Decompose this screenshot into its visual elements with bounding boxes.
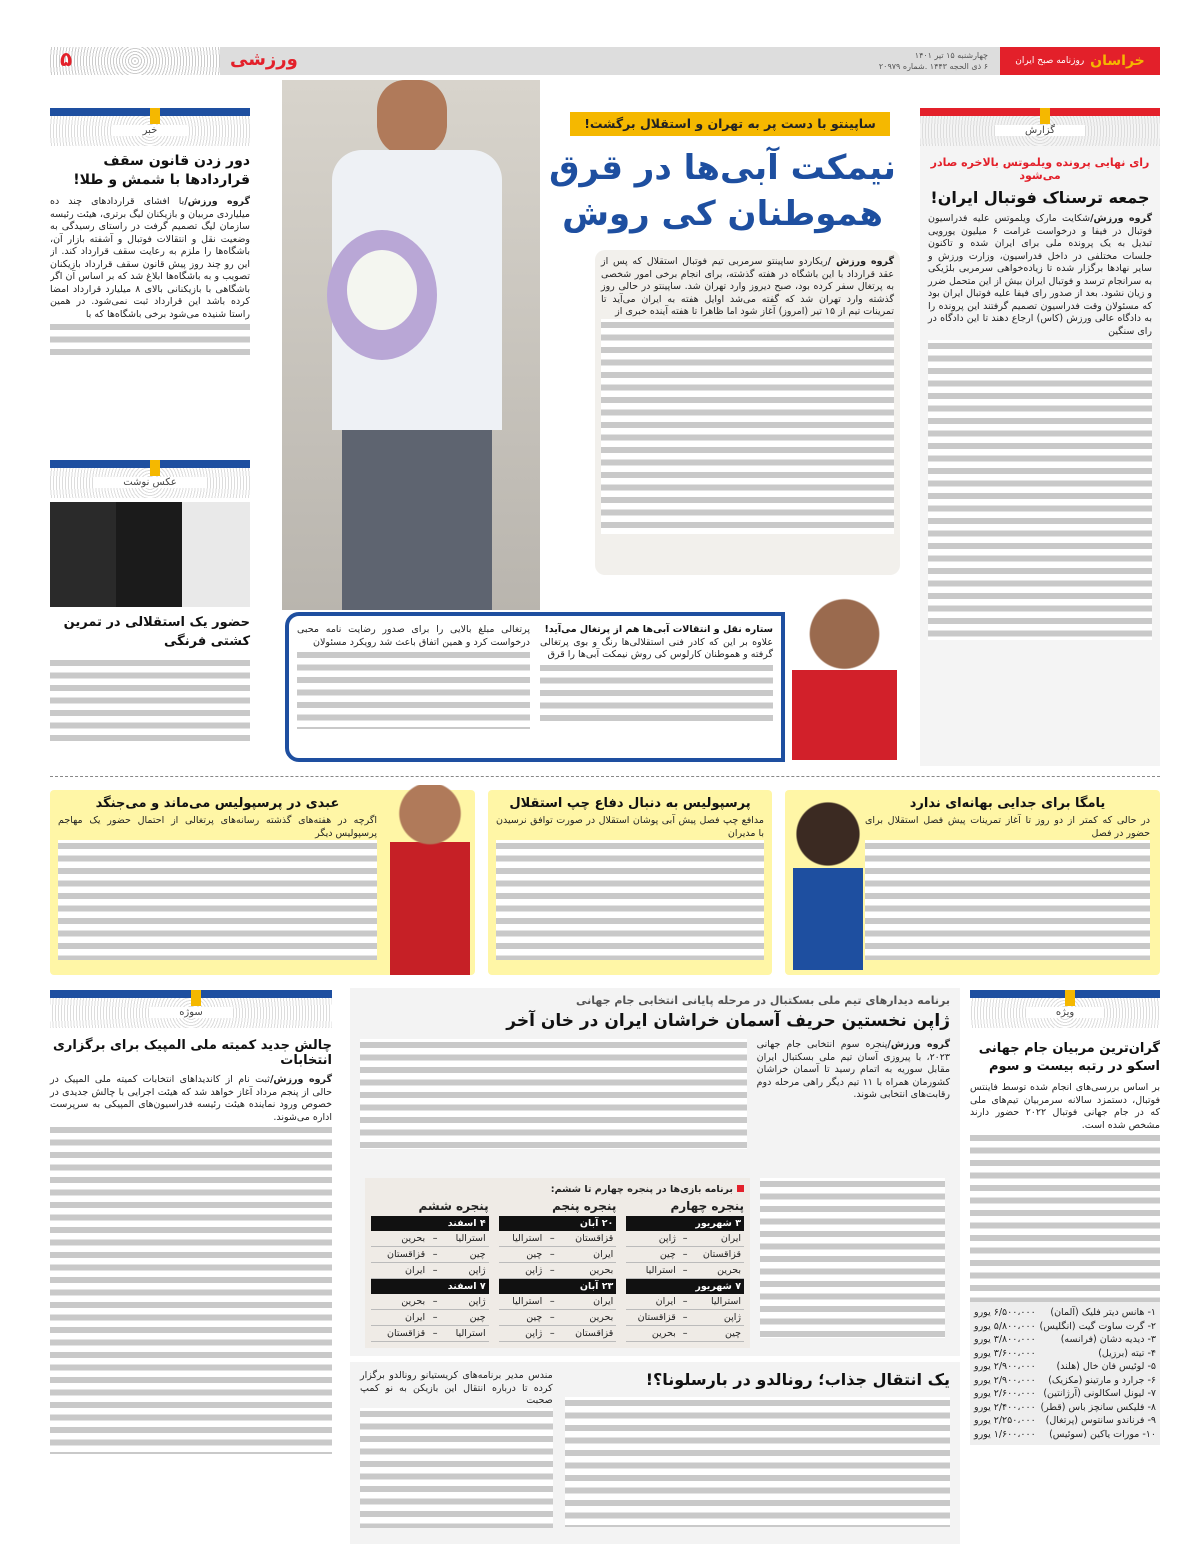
photo-note-title: حضور یک استقلالی در تمرین کشتی فرنگی <box>63 615 250 649</box>
salary-row: ۵- لوئیس فان خال (هلند) ۲/۹۰۰،۰۰۰ یورو <box>974 1361 1156 1372</box>
salary-row: ۱- هانس دیتر فلیک (آلمان) ۶/۵۰۰،۰۰۰ یورو <box>974 1307 1156 1318</box>
salary-row: ۹- فرناندو سانتوس (پرتغال) ۲/۲۵۰،۰۰۰ یورو <box>974 1415 1156 1426</box>
photo-note: عکس نوشت حضور یک استقلالی در تمرین کشتی فرنگی <box>50 460 250 765</box>
game-row: ژاپن – بحرین <box>371 1294 489 1310</box>
salary-row: ۲- گرت ساوت گیت (انگلیس) ۵/۸۰۰،۰۰۰ یورو <box>974 1320 1156 1332</box>
game-row: بحرین – استرالیا <box>626 1263 744 1279</box>
game-row: ایران – چین <box>499 1247 617 1263</box>
transfer-news-3: عبدی در پرسپولیس می‌ماند و می‌جنگد اگرچه در هفته‌های گذشته رسانه‌های پرتغالی از احتمال حضور یک مهاجم پرسپولیس دیگر <box>50 790 475 975</box>
game-row: ژاپن – ایران <box>371 1263 489 1279</box>
window-column: پنجره ششم ۴ اسفند استرالیا – بحرین چین – قزاقستان ژاپن – ایران ۷ اسفند ژاپن – بحرین چین – ایران استرالیا – قزاقستان <box>371 1199 489 1342</box>
game-row: بحرین – چین <box>499 1310 617 1326</box>
news-title: دور زدن قانون سقف قراردادها با شمش و طلا! <box>73 153 250 188</box>
issue-date: چهارشنبه ۱۵ تیر ۱۴۰۱ ۶ ذی الحجه ۱۴۴۳ .شماره ۲۰۹۷۹ <box>878 51 988 71</box>
schedule-table: برنامه بازی‌ها در پنجره چهارم تا ششم: پنجره چهارم ۳ شهریور ایران – ژاپن قزاقستان – چین بحرین – استرالیا ۷ شهریور استرالیا – ایران ژاپن – قزاقستان چین – بحرین پنجره پنجم ۲۰ آبان قزاقستان – استرالیا ایران – چین بحرین – ژاپن ۲۳ آبان ایران – استرالیا بحرین – چین قزاقستان – ژاپن پنجره ششم ۴ اسفند استرالیا – بحرین چین – قزاقستان ژاپن – ایران ۷ اسفند ژاپن – بحرین چین – ایران استرالیا – قزاقستان <box>365 1178 750 1348</box>
transfer-news-2: پرسپولیس به دنبال دفاع چپ استقلال مدافع چپ فصل پیش آبی پوشان استقلال در صورت توافق نرسیدن با مدیران <box>488 790 772 975</box>
game-row: چین – ایران <box>371 1310 489 1326</box>
report-title: جمعه ترسناک فوتبال ایران! <box>930 188 1150 207</box>
news-article: خبر دور زدن قانون سقف قراردادها با شمش و طلا! گروه ورزش/با افشای قراردادهای چند ده میلیاردی مربیان و بازیکنان لیگ برتری، هیئت رئیسه سازمان لیگ تصمیم گرفت در راستای رسیدگی به وضعیت نقل و انتقالات فوتبال و آشفته بازار آن، باشگاه‌ها را ملزم به رعایت سقف قرارداد کند. از این رو چند روز پیش قانون سقف قرارداد بازیکنان تصویب و به باشگاه‌ها ابلاغ شد که بر اساس آن اگر باشگاهی با بازیکنانی بالای ۸ میلیارد قرارداد امضا کرده باشد این قرارداد ثبت نمی‌شود. در همین راستا شنیده می‌شود برخی باشگاه‌ها که با <box>50 108 250 453</box>
olympic-article: سوژه چالش جدید کمیته ملی المپیک برای برگزاری انتخابات گروه ورزش/ثبت نام از کاندیداهای انتخابات کمیته ملی المپیک در حالی از پنجم مرداد آغاز خواهد شد که هیئت اجرایی با چالش جدیدی در خصوص ورود نماینده هیئت رئیسه فدراسیون‌های المپیکی به سرپرست اداره می‌شوند. <box>50 990 332 1545</box>
salary-row: ۴- تیته (برزیل) ۳/۶۰۰،۰۰۰ یورو <box>974 1347 1156 1359</box>
game-row: قزاقستان – ژاپن <box>499 1326 617 1342</box>
masthead <box>50 47 1160 75</box>
yamga-photo <box>793 800 863 970</box>
salary-row: ۶- جرارد و مارتینو (مکزیک) ۲/۹۰۰،۰۰۰ یورو <box>974 1374 1156 1386</box>
main-headline: نیمکت آبی‌ها در قرق هموطنان کی روش <box>549 148 896 234</box>
player-photo <box>792 580 897 760</box>
game-row: استرالیا – ایران <box>626 1294 744 1310</box>
game-row: قزاقستان – چین <box>626 1247 744 1263</box>
game-row: استرالیا – قزاقستان <box>371 1326 489 1342</box>
salary-row: ۳- دیدیه دشان (فرانسه) ۳/۸۰۰،۰۰۰ یورو <box>974 1334 1156 1345</box>
divider <box>50 776 1160 777</box>
main-overline: ساپینتو با دست پر به تهران و استقلال برگشت! <box>570 112 890 136</box>
window-column: پنجره چهارم ۳ شهریور ایران – ژاپن قزاقستان – چین بحرین – استرالیا ۷ شهریور استرالیا – ایران ژاپن – قزاقستان چین – بحرین <box>626 1199 744 1342</box>
transfer-box: ستاره نقل و انتقالات آبی‌ها هم از پرتغال می‌آید! علاوه بر این که کادر فنی استقلالی‌ها رنگ و بوی پرتغالی گرفته و هموطنان کارلوس کی روش نیمکت آبی‌ها را قرق پرتغالی مبلغ بالایی را برای صدور رضایت نامه محبی درخواست کرد و همین اتفاق باعث شد رویکرد مسئولان <box>285 612 785 762</box>
abdi-photo <box>390 785 470 975</box>
salaries-article: ویژه گران‌ترین مربیان جام جهانی اسکو در رتبه بیست و سوم بر اساس بررسی‌های انجام شده توسط فاینتس فوتبال، دستمزد سالانه سرمربیان تیم‌های ملی که در جام جهانی فوتبال ۲۰۲۲ حضور دارند مشخص شده است. ۱- هانس دیتر فلیک (آلمان) ۶/۵۰۰،۰۰۰ یورو ۲- گرت ساوت گیت (انگلیس) ۵/۸۰۰،۰۰۰ یورو ۳- دیدیه دشان (فرانسه) ۳/۸۰۰،۰۰۰ یورو ۴- تیته (برزیل) ۳/۶۰۰،۰۰۰ یورو ۵- لوئیس فان خال (هلند) ۲/۹۰۰،۰۰۰ یورو ۶- جرارد و مارتینو (مکزیک) ۲/۹۰۰،۰۰۰ یورو ۷- لیونل اسکالونی (آرژانتین) ۲/۶۰۰،۰۰۰ یورو ۸- فلیکس سانچز باس (قطر) ۲/۴۰۰،۰۰۰ یورو ۹- فرناندو سانتوس (پرتغال) ۲/۲۵۰،۰۰۰ یورو ۱۰- مورات یاکین (سوئیس) ۱/۶۰۰،۰۰۰ یورو <box>970 990 1160 1545</box>
salary-row: ۱۰- مورات یاکین (سوئیس) ۱/۶۰۰،۰۰۰ یورو <box>974 1428 1156 1440</box>
transfer-news-1: یامگا برای جدایی بهانه‌ای ندارد در حالی که کمتر از دو روز تا آغاز تمرینات پیش فصل استقلال برای حضور در فصل <box>785 790 1160 975</box>
game-row: ایران – ژاپن <box>626 1231 744 1247</box>
game-row: بحرین – ژاپن <box>499 1263 617 1279</box>
ronaldo-article: یک انتقال جذاب؛ رونالدو در بارسلونا؟! مندس مدیر برنامه‌های کریستیانو رونالدو برگزار کرده تا درباره انتقال این بازیکن به نو کمپ صحبت <box>350 1362 960 1544</box>
main-body: گروه ورزش /ریکاردو ساپینتو سرمربی تیم فوتبال استقلال که پس از عقد قرارداد با این باشگاه در هفته گذشته، برای انجام برخی امور شخصی به پرتغال سفر کرده بود، صبح دیروز وارد تهران شد. ساپینتو در حالی روز گذشته وارد تهران شد که گفته می‌شد اوایل هفته به ایران می‌آید تا تمرینات تیم از ۱۵ تیر (امروز) آغاز شود اما ظاهرا تا هفته آینده خبری از <box>595 250 900 575</box>
basketball-article: برنامه دیدارهای تیم ملی بسکتبال در مرحله پایانی انتخابی جام جهانی ژاپن نخستین حریف آسمان خراشان ایران در خان آخر گروه ورزش/پنجره سوم انتخابی جام جهانی ۲۰۲۳، با پیروزی آسان تیم ملی بسکتبال ایران مقابل سوریه به اتمام رسید تا آسمان خراشان کشورمان همراه با ۱۱ تیم دیگر راهی مرحله دوم رقابت‌های انتخابی شوند. برنامه بازی‌ها در پنجره چهارم تا ششم: پنجره چهارم ۳ شهریور ایران – ژاپن قزاقستان – چین بحرین – استرالیا ۷ شهریور استرالیا – ایران ژاپن – قزاقستان چین – بحرین پنجره پنجم ۲۰ آبان قزاقستان – استرالیا ایران – چین بحرین – ژاپن ۲۳ آبان ایران – استرالیا بحرین – چین قزاقستان – ژاپن پنجره ششم ۴ اسفند استرالیا – بحرین چین – قزاقستان ژاپن – ایران ۷ اسفند ژاپن – بحرین چین – ایران استرالیا – قزاقستان <box>350 988 960 1356</box>
section-title: ورزشی <box>230 49 298 70</box>
game-row: قزاقستان – استرالیا <box>499 1231 617 1247</box>
page-number-area: ۵ <box>50 47 220 75</box>
game-row: ایران – استرالیا <box>499 1294 617 1310</box>
game-row: ژاپن – قزاقستان <box>626 1310 744 1326</box>
report-article: گزارش رای نهایی پرونده ویلموتس بالاخره صادر می‌شود جمعه ترسناک فوتبال ایران! گروه ورزش/شکایت مارک ویلموتس علیه فدراسیون فوتبال در فیفا و درخواست غرامت ۶ میلیون یورویی تبدیل به یک پرونده ملی برای ایران شده و تاکنون جلسات مختلفی در داخل فدراسیون، وزارت ورزش و سایر نهادها برگزار شده تا زیاده‌خواهی سرمربی بلژیکی به سرانجام ترسد و فوتبال ایران بیش از این متحمل ضرر و زیان نشود. بعد از صدور رای فیفا علیه فوتبال ایران بود که مسئولان وقت فدراسیون تصمیم گرفتند این پرونده را به دادگاه عالی ورزش (کاس) ارجاع دهند تا این دادگاه در رای سنگین <box>920 108 1160 766</box>
salary-row: ۸- فلیکس سانچز باس (قطر) ۲/۴۰۰،۰۰۰ یورو <box>974 1401 1156 1413</box>
salary-list <box>970 1302 1160 1445</box>
game-row: استرالیا – بحرین <box>371 1231 489 1247</box>
game-row: چین – قزاقستان <box>371 1247 489 1263</box>
game-row: چین – بحرین <box>626 1326 744 1342</box>
report-subtitle: رای نهایی پرونده ویلموتس بالاخره صادر می‌شود <box>930 156 1150 182</box>
salary-row: ۷- لیونل اسکالونی (آرژانتین) ۲/۶۰۰،۰۰۰ یورو <box>974 1388 1156 1399</box>
wrestling-photo <box>50 502 250 607</box>
brand-logo: خراسان روزنامه صبح ایران <box>1000 47 1160 75</box>
window-column: پنجره پنجم ۲۰ آبان قزاقستان – استرالیا ایران – چین بحرین – ژاپن ۲۳ آبان ایران – استرالیا بحرین – چین قزاقستان – ژاپن <box>499 1199 617 1342</box>
